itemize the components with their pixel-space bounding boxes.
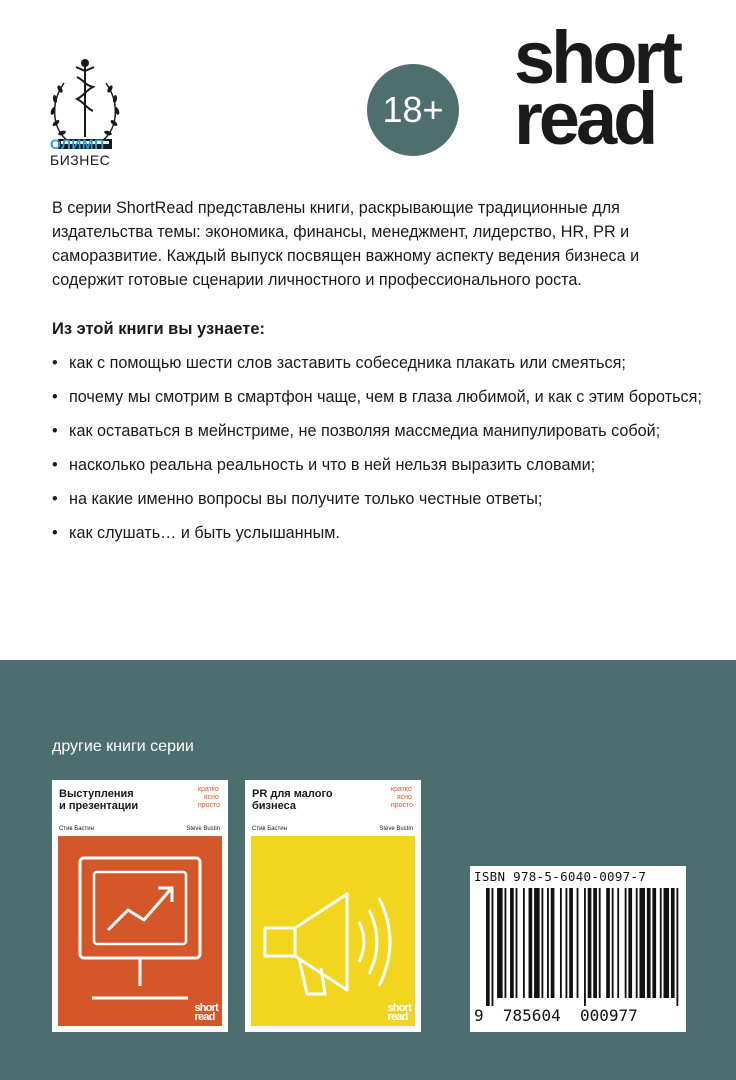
bullet-icon: •	[52, 456, 58, 474]
list-item-text: почему мы смотрим в смартфон чаще, чем в глаза любимой, и как с этим бороться;	[69, 388, 702, 406]
barcode-bar	[660, 888, 662, 998]
list-item-text: как слушать… и быть услышанным.	[69, 524, 340, 542]
barcode-bar	[492, 888, 494, 1006]
barcode-bar	[584, 888, 586, 1006]
barcode-bar	[486, 888, 490, 1006]
shortread-logo-line1: short	[514, 16, 679, 99]
shortread-logo	[514, 16, 714, 160]
list-item	[52, 352, 702, 375]
shortread-logo-line2: read	[514, 76, 655, 160]
bullet-icon: •	[52, 354, 58, 372]
book-author-ru: Стив Бастин	[59, 826, 94, 832]
barcode-bar	[617, 888, 619, 998]
barcode-bar	[636, 888, 638, 998]
barcode-bar	[577, 888, 579, 998]
barcode-bars-icon	[486, 888, 682, 1006]
monitor-chart-icon	[58, 836, 222, 1026]
barcode-bar	[664, 888, 670, 998]
barcode-bar	[560, 888, 562, 998]
barcode-bar	[599, 888, 601, 998]
barcode-bar	[510, 888, 514, 998]
barcode-bar	[593, 888, 597, 998]
book-author-ru: Стив Бастин	[252, 826, 287, 832]
book-tag1: кратко	[197, 786, 219, 793]
barcode-bar	[529, 888, 533, 998]
barcode-digits	[474, 1006, 638, 1025]
book-author-en: Steve Bustin	[186, 826, 220, 832]
isbn-barcode	[470, 866, 686, 1032]
barcode-bar	[547, 888, 549, 998]
book-brand-line2: read	[387, 1011, 408, 1023]
barcode-bar	[534, 888, 540, 998]
bullet-icon: •	[52, 422, 58, 440]
list-item	[52, 386, 702, 409]
barcode-bar	[551, 888, 555, 998]
barcode-group2: 000977	[579, 1006, 638, 1025]
age-rating-badge: 18+	[367, 64, 459, 156]
publisher-name: ОЛИМП	[50, 136, 105, 152]
barcode-bar	[588, 888, 592, 998]
barcode-bar	[671, 888, 675, 998]
book-tag3: просто	[390, 802, 413, 809]
series-intro: В серии ShortRead представлены книги, раскрывающие традиционные для издательства темы: экономика, финансы, менеджмент, лидерство, HR, PR и саморазвитие. Каждый выпуск посвящен важному аспекту ведения бизнеса и содержит готовые сценарии личностного и профессионального роста.	[52, 199, 640, 289]
list-item-text: как с помощью шести слов заставить собеседника плакать или смеяться;	[69, 354, 626, 372]
barcode-bar	[639, 888, 645, 998]
barcode-group1: 785604	[502, 1006, 561, 1025]
barcode-bar	[523, 888, 525, 998]
book-brand-logo	[194, 1004, 218, 1022]
book-title-line2: и презентации	[59, 800, 139, 812]
list-item	[52, 420, 702, 443]
barcode-bar	[569, 888, 573, 998]
book-tag1: кратко	[390, 786, 412, 793]
barcode-bar	[516, 888, 518, 998]
list-item-text: как оставаться в мейнстриме, не позволяя массмедиа манипулировать собой;	[69, 422, 661, 440]
book-tag3: просто	[197, 802, 220, 809]
learn-heading: Из этой книги вы узнаете:	[52, 320, 266, 338]
book-title	[59, 788, 138, 812]
barcode-lead-digit: 9	[474, 1006, 484, 1025]
barcode-bar	[612, 888, 614, 998]
bullet-icon: •	[52, 490, 58, 508]
barcode-bar	[628, 888, 632, 998]
barcode-bar	[541, 888, 543, 998]
list-item	[52, 454, 702, 477]
barcode-bar	[652, 888, 656, 998]
list-item	[52, 488, 702, 511]
list-item	[52, 522, 702, 545]
book-thumbnail-pr[interactable]	[245, 780, 421, 1032]
book-title	[252, 788, 333, 812]
list-item-text: на какие именно вопросы вы получите только честные ответы;	[69, 490, 543, 508]
bullet-icon: •	[52, 388, 58, 406]
isbn-number: ISBN 978-5-6040-0097-7	[474, 869, 647, 884]
learn-list	[52, 352, 702, 556]
book-tagline	[198, 786, 220, 810]
barcode-bar	[647, 888, 651, 998]
megaphone-icon	[251, 836, 415, 1026]
barcode-bar	[625, 888, 627, 998]
bullet-icon: •	[52, 524, 58, 542]
series-label: другие книги серии	[52, 738, 194, 755]
book-tag2: ясно	[203, 794, 219, 801]
book-tag2: ясно	[396, 794, 412, 801]
barcode-bar	[504, 888, 506, 998]
book-title-line2: бизнеса	[252, 800, 297, 812]
book-thumbnail-presentations[interactable]	[52, 780, 228, 1032]
book-brand-logo	[387, 1004, 411, 1022]
book-author-en: Steve Bustin	[379, 826, 413, 832]
book-title-line1: Выступления	[59, 788, 134, 800]
book-brand-line2: read	[194, 1011, 215, 1023]
barcode-bar	[497, 888, 503, 998]
barcode-bar	[566, 888, 568, 998]
barcode-bar	[606, 888, 610, 998]
publisher-sub: БИЗНЕС	[50, 152, 111, 168]
barcode-bar	[676, 888, 678, 1006]
book-brand-line1: short	[194, 1002, 218, 1014]
book-title-line1: PR для малого	[252, 788, 333, 800]
list-item-text: насколько реальна реальность и что в ней нельзя выразить словами;	[69, 456, 596, 474]
book-tagline	[391, 786, 413, 810]
book-brand-line1: short	[387, 1002, 411, 1014]
